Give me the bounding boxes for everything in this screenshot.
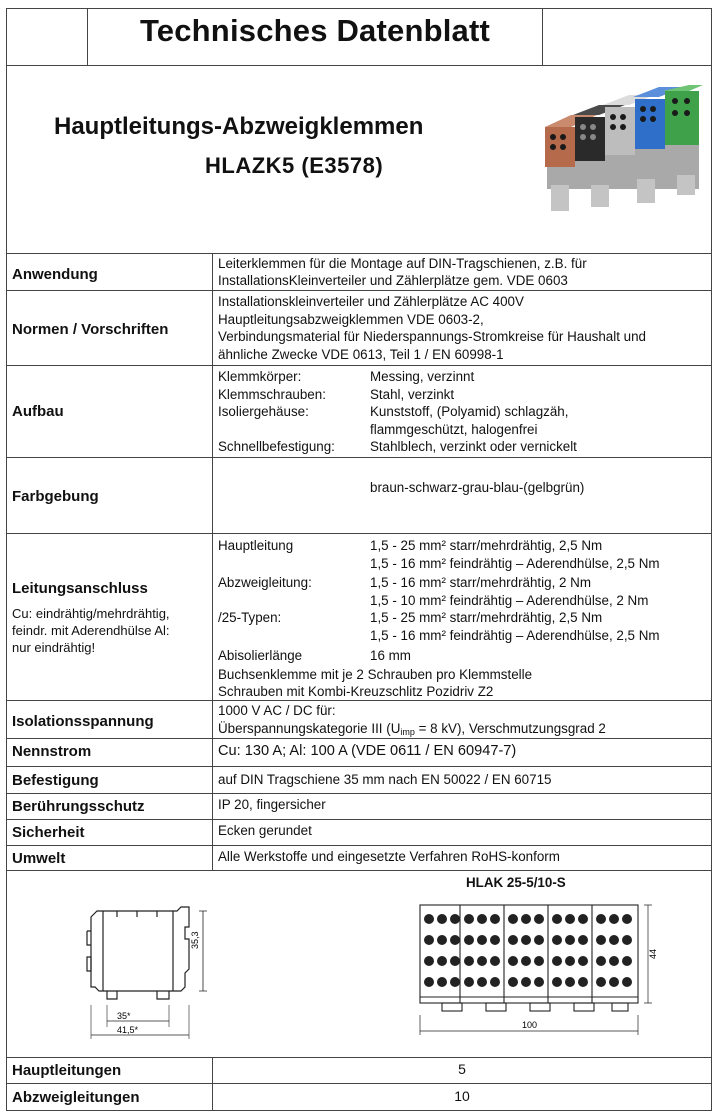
label-leitungsanschluss: Leitungsanschluss (12, 580, 148, 597)
value-isolation-1: 1000 V AC / DC für: (218, 703, 336, 718)
terminal-hole (534, 914, 544, 924)
drawing-title: HLAK 25-5/10-S (466, 875, 566, 890)
terminal-hole (508, 956, 518, 966)
terminal-hole (437, 956, 447, 966)
aufbau-value-5: Stahlblech, verzinkt oder vernickelt (370, 439, 577, 454)
value-isolation-2: Überspannungskategorie III ($U_{imp} = 8$ kV), Verschmutzungsgrad 2 (218, 721, 606, 737)
row-befestigung (7, 767, 711, 794)
terminal-hole (622, 935, 632, 945)
terminal-hole (464, 956, 474, 966)
terminal-hole (609, 977, 619, 987)
leitung-extra-1: Buchsenklemme mit je 2 Schrauben pro Klemmstelle (218, 667, 533, 682)
label-anwendung: Anwendung (12, 266, 98, 283)
product-section (7, 65, 711, 254)
terminal-hole (424, 935, 434, 945)
terminal-hole (534, 977, 544, 987)
terminal-hole (477, 956, 487, 966)
leitung-25typen-v2: 1,5 - 16 mm² feindrähtig – Aderendhülse, 2,5 Nm (370, 628, 660, 643)
leitung-key-haupt: Hauptleitung (218, 538, 294, 553)
terminal-hole (437, 914, 447, 924)
terminal-hole (552, 935, 562, 945)
value-anwendung-1: Leiterklemmen für die Montage auf DIN-Tragschienen, z.B. für (218, 256, 587, 271)
row-farbgebung (7, 458, 711, 534)
terminal-hole (578, 935, 588, 945)
terminal-hole (424, 956, 434, 966)
label-beruehrungsschutz: Berührungsschutz (12, 798, 145, 815)
dim-35: 35* (117, 1011, 131, 1021)
note-line-2: feindr. mit Aderendhülse Al: (12, 623, 170, 638)
leitung-abisolier-value: 16 mm (370, 648, 411, 663)
dim-44: 44 (648, 948, 658, 959)
aufbau-key-3: Isoliergehäuse: (218, 404, 309, 419)
terminal-hole (508, 914, 518, 924)
value-umwelt: Alle Werkstoffe und eingesetzte Verfahren RoHS-konform (218, 849, 560, 864)
value-normen-2: Hauptleitungsabzweigklemmen VDE 0603-2, (218, 311, 484, 327)
leitung-key-abzweig: Abzweigleitung: (218, 575, 312, 590)
header-left-cell (7, 9, 88, 65)
terminal-hole (578, 914, 588, 924)
terminal-hole (508, 935, 518, 945)
row-nennstrom (7, 739, 711, 767)
page-title: Technisches Datenblatt (139, 13, 491, 48)
terminal-hole (450, 935, 460, 945)
terminal-hole (477, 977, 487, 987)
terminal-hole (521, 914, 531, 924)
label-abzweigleitungen: Abzweigleitungen (12, 1089, 140, 1106)
note-line-3: nur eindrähtig! (12, 640, 96, 655)
aufbau-key-1: Klemmkörper: (218, 369, 302, 384)
terminal-hole (534, 935, 544, 945)
terminal-hole (477, 914, 487, 924)
label-normen: Normen / Vorschriften (12, 321, 169, 338)
label-befestigung: Befestigung (12, 772, 99, 789)
terminal-hole (552, 956, 562, 966)
terminal-hole (565, 914, 575, 924)
row-anwendung (7, 253, 711, 291)
terminal-hole (521, 956, 531, 966)
terminal-hole (622, 977, 632, 987)
terminal-hole (622, 914, 632, 924)
terminal-hole (609, 914, 619, 924)
terminal-hole (622, 956, 632, 966)
product-code: HLAZK5 (E3578) (205, 153, 384, 178)
leitung-abzweig-v1: 1,5 - 16 mm² starr/mehrdrähtig, 2 Nm (370, 575, 592, 590)
aufbau-key-5: Schnellbefestigung: (218, 439, 335, 454)
dim-41-5: 41,5* (117, 1025, 139, 1035)
row-umwelt (7, 846, 711, 871)
leitung-25typen-v1: 1,5 - 25 mm² starr/mehrdrähtig, 2,5 Nm (370, 610, 603, 625)
terminal-hole (424, 914, 434, 924)
row-isolationsspannung (7, 701, 711, 739)
terminal-hole (437, 977, 447, 987)
product-photo (541, 85, 707, 217)
terminal-hole (490, 935, 500, 945)
row-sicherheit (7, 820, 711, 846)
terminal-hole (464, 977, 474, 987)
aufbau-key-2: Klemmschrauben: (218, 386, 326, 402)
note-line-1: Cu: eindrähtig/mehrdrähtig, (12, 606, 170, 621)
leitung-extra-2: Schrauben mit Kombi-Kreuzschlitz Pozidriv Z2 (218, 684, 494, 699)
terminal-hole (521, 977, 531, 987)
terminal-hole (450, 977, 460, 987)
value-normen-4: ähnliche Zwecke VDE 0613, Teil 1 / EN 60998-1 (218, 346, 504, 362)
datasheet (6, 8, 712, 1111)
terminal-hole (609, 935, 619, 945)
value-nennstrom: Cu: 130 A; Al: 100 A (VDE 0611 / EN 60947-7) (218, 743, 517, 759)
terminal-hole (450, 914, 460, 924)
terminal-hole (565, 977, 575, 987)
terminal-hole (464, 914, 474, 924)
terminal-hole (552, 914, 562, 924)
terminal-hole (508, 977, 518, 987)
label-sicherheit: Sicherheit (12, 824, 85, 841)
value-normen-1: Installationskleinverteiler und Zählerplätze AC 400V (218, 294, 524, 309)
terminal-hole (578, 956, 588, 966)
terminal-hole (490, 914, 500, 924)
terminal-hole (534, 956, 544, 966)
label-aufbau: Aufbau (12, 403, 64, 420)
label-umwelt: Umwelt (12, 850, 66, 867)
value-sicherheit: Ecken gerundet (218, 823, 312, 838)
terminal-hole (565, 956, 575, 966)
value-abzweigleitungen: 10 (454, 1088, 470, 1104)
value-normen-3: Verbindungsmaterial für Niederspannungs-Stromkreise für Haushalt und (218, 329, 646, 344)
dim-35-3: 35,3 (190, 931, 200, 949)
drawing-section (7, 871, 711, 1058)
terminal-hole (490, 956, 500, 966)
terminal-hole (424, 977, 434, 987)
top-view-drawing (412, 897, 662, 1049)
value-anwendung-2: InstallationsKleinverteiler und Zählerplätze gem. VDE 0603 (218, 273, 568, 288)
header (7, 9, 711, 66)
terminal-hole (477, 935, 487, 945)
product-name: Hauptleitungs-Abzweigklemmen (54, 113, 424, 140)
terminal-hole (596, 935, 606, 945)
terminal-hole (464, 935, 474, 945)
terminal-hole (437, 935, 447, 945)
aufbau-value-4: flammgeschützt, halogenfrei (370, 421, 538, 437)
label-nennstrom: Nennstrom (12, 743, 92, 760)
label-hauptleitungen: Hauptleitungen (12, 1062, 122, 1079)
aufbau-value-1: Messing, verzinnt (370, 369, 475, 384)
terminal-hole (596, 914, 606, 924)
aufbau-value-3: Kunststoff, (Polyamid) schlagzäh, (370, 404, 569, 419)
leitung-key-25typen: /25-Typen: (218, 610, 282, 625)
leitung-haupt-v2: 1,5 - 16 mm² feindrähtig – Aderendhülse, 2,5 Nm (370, 556, 660, 571)
value-farbgebung: braun-schwarz-grau-blau-(gelbgrün) (370, 480, 585, 495)
leitung-haupt-v1: 1,5 - 25 mm² starr/mehrdrähtig, 2,5 Nm (370, 538, 603, 553)
leitung-abzweig-v2: 1,5 - 10 mm² feindrähtig – Aderendhülse, 2 Nm (370, 593, 649, 608)
value-befestigung: auf DIN Tragschiene 35 mm nach EN 50022 / EN 60715 (218, 772, 552, 787)
terminal-hole (521, 935, 531, 945)
row-hauptleitungen (7, 1057, 711, 1084)
value-hauptleitungen: 5 (458, 1061, 466, 1077)
terminal-hole (552, 977, 562, 987)
terminal-hole (450, 956, 460, 966)
row-beruehrungsschutz (7, 794, 711, 820)
row-normen (7, 291, 711, 366)
label-farbgebung: Farbgebung (12, 488, 99, 505)
row-leitungsanschluss (7, 534, 711, 701)
dim-100: 100 (522, 1020, 538, 1030)
terminal-hole (596, 977, 606, 987)
side-view-drawing (77, 887, 217, 1047)
terminal-hole (565, 935, 575, 945)
terminal-hole (578, 977, 588, 987)
header-right-cell (542, 9, 711, 65)
leitung-key-abisolier: Abisolierlänge (218, 648, 303, 663)
terminal-hole (596, 956, 606, 966)
terminal-hole (609, 956, 619, 966)
row-abzweigleitungen (7, 1084, 711, 1111)
aufbau-value-2: Stahl, verzinkt (370, 386, 455, 402)
row-aufbau (7, 366, 711, 458)
value-beruehrungsschutz: IP 20, fingersicher (218, 797, 326, 812)
terminal-hole (490, 977, 500, 987)
label-isolationsspannung: Isolationsspannung (12, 713, 154, 730)
